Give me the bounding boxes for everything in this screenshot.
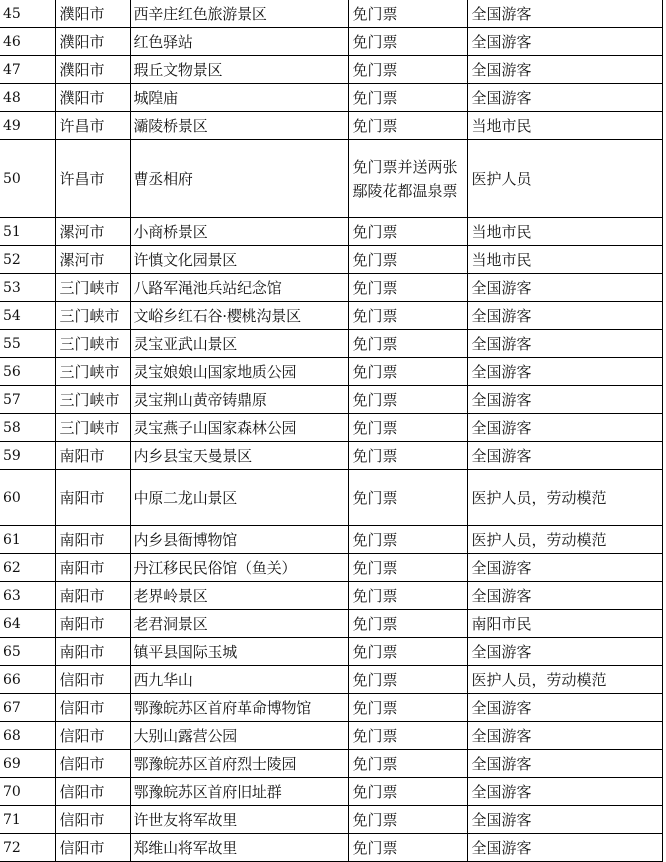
cell-scenic-spot: 小商桥景区 (130, 218, 348, 246)
cell-number: 58 (0, 414, 55, 442)
cell-audience: 全国游客 (467, 302, 662, 330)
cell-city: 三门峡市 (55, 330, 130, 358)
cell-number: 65 (0, 638, 55, 666)
cell-city: 南阳市 (55, 610, 130, 638)
cell-audience: 全国游客 (467, 358, 662, 386)
cell-ticket-policy: 免门票 (348, 470, 467, 526)
cell-city: 南阳市 (55, 638, 130, 666)
cell-number: 54 (0, 302, 55, 330)
table-row (0, 414, 662, 442)
cell-audience: 全国游客 (467, 694, 662, 722)
cell-audience: 医护人员，劳动模范 (467, 470, 662, 526)
table-row (0, 582, 662, 610)
cell-ticket-policy: 免门票 (348, 750, 467, 778)
table-row (0, 386, 662, 414)
cell-city: 许昌市 (55, 112, 130, 140)
cell-ticket-policy: 免门票 (348, 554, 467, 582)
cell-ticket-policy: 免门票 (348, 806, 467, 834)
cell-city: 南阳市 (55, 526, 130, 554)
cell-number: 57 (0, 386, 55, 414)
cell-scenic-spot: 郑维山将军故里 (130, 834, 348, 862)
table-row (0, 666, 662, 694)
cell-city: 濮阳市 (55, 28, 130, 56)
cell-number: 45 (0, 0, 55, 28)
cell-audience: 当地市民 (467, 112, 662, 140)
cell-city: 濮阳市 (55, 56, 130, 84)
cell-city: 信阳市 (55, 722, 130, 750)
cell-ticket-policy: 免门票并送两张鄢陵花都温泉票 (348, 140, 467, 218)
cell-number: 59 (0, 442, 55, 470)
cell-scenic-spot: 许世友将军故里 (130, 806, 348, 834)
cell-audience: 全国游客 (467, 442, 662, 470)
cell-city: 濮阳市 (55, 0, 130, 28)
cell-scenic-spot: 内乡县衙博物馆 (130, 526, 348, 554)
cell-ticket-policy: 免门票 (348, 638, 467, 666)
cell-number: 68 (0, 722, 55, 750)
cell-number: 49 (0, 112, 55, 140)
cell-number: 66 (0, 666, 55, 694)
cell-scenic-spot: 瑕丘文物景区 (130, 56, 348, 84)
cell-number: 67 (0, 694, 55, 722)
cell-audience: 全国游客 (467, 330, 662, 358)
cell-number: 71 (0, 806, 55, 834)
cell-city: 三门峡市 (55, 414, 130, 442)
cell-ticket-policy: 免门票 (348, 246, 467, 274)
cell-city: 南阳市 (55, 554, 130, 582)
cell-scenic-spot: 西九华山 (130, 666, 348, 694)
cell-audience: 医护人员，劳动模范 (467, 666, 662, 694)
table-row (0, 84, 662, 112)
cell-number: 56 (0, 358, 55, 386)
cell-number: 55 (0, 330, 55, 358)
cell-audience: 全国游客 (467, 806, 662, 834)
table-row (0, 694, 662, 722)
cell-scenic-spot: 镇平县国际玉城 (130, 638, 348, 666)
cell-audience: 南阳市民 (467, 610, 662, 638)
cell-scenic-spot: 红色驿站 (130, 28, 348, 56)
cell-audience: 全国游客 (467, 778, 662, 806)
cell-audience: 全国游客 (467, 638, 662, 666)
cell-ticket-policy: 免门票 (348, 834, 467, 862)
cell-number: 46 (0, 28, 55, 56)
table-row (0, 56, 662, 84)
cell-audience: 全国游客 (467, 274, 662, 302)
table-row (0, 0, 662, 28)
table-row (0, 330, 662, 358)
cell-city: 许昌市 (55, 140, 130, 218)
cell-audience: 全国游客 (467, 722, 662, 750)
cell-ticket-policy: 免门票 (348, 0, 467, 28)
cell-ticket-policy: 免门票 (348, 722, 467, 750)
cell-scenic-spot: 灵宝荆山黄帝铸鼎原 (130, 386, 348, 414)
table-row (0, 834, 662, 862)
cell-city: 三门峡市 (55, 358, 130, 386)
cell-number: 64 (0, 610, 55, 638)
cell-audience: 当地市民 (467, 246, 662, 274)
cell-number: 50 (0, 140, 55, 218)
cell-number: 53 (0, 274, 55, 302)
cell-ticket-policy: 免门票 (348, 610, 467, 638)
cell-number: 63 (0, 582, 55, 610)
cell-number: 69 (0, 750, 55, 778)
cell-city: 信阳市 (55, 694, 130, 722)
cell-number: 70 (0, 778, 55, 806)
cell-scenic-spot: 内乡县宝天曼景区 (130, 442, 348, 470)
cell-audience: 全国游客 (467, 414, 662, 442)
table-row (0, 470, 662, 526)
cell-scenic-spot: 老君洞景区 (130, 610, 348, 638)
cell-city: 南阳市 (55, 442, 130, 470)
cell-scenic-spot: 城隍庙 (130, 84, 348, 112)
cell-city: 三门峡市 (55, 274, 130, 302)
cell-city: 信阳市 (55, 834, 130, 862)
cell-audience: 全国游客 (467, 28, 662, 56)
cell-city: 南阳市 (55, 582, 130, 610)
cell-city: 信阳市 (55, 750, 130, 778)
cell-city: 信阳市 (55, 806, 130, 834)
cell-scenic-spot: 文峪乡红石谷·樱桃沟景区 (130, 302, 348, 330)
cell-number: 47 (0, 56, 55, 84)
cell-scenic-spot: 大别山露营公园 (130, 722, 348, 750)
cell-number: 48 (0, 84, 55, 112)
cell-number: 72 (0, 834, 55, 862)
cell-city: 濮阳市 (55, 84, 130, 112)
cell-scenic-spot: 鄂豫皖苏区首府革命博物馆 (130, 694, 348, 722)
cell-city: 漯河市 (55, 218, 130, 246)
cell-audience: 医护人员 (467, 140, 662, 218)
cell-city: 三门峡市 (55, 386, 130, 414)
cell-audience: 医护人员，劳动模范 (467, 526, 662, 554)
cell-scenic-spot: 灵宝燕子山国家森林公园 (130, 414, 348, 442)
table-row (0, 638, 662, 666)
table-row (0, 358, 662, 386)
cell-ticket-policy: 免门票 (348, 330, 467, 358)
cell-ticket-policy: 免门票 (348, 28, 467, 56)
table-row (0, 778, 662, 806)
cell-scenic-spot: 曹丞相府 (130, 140, 348, 218)
cell-scenic-spot: 西辛庄红色旅游景区 (130, 0, 348, 28)
cell-scenic-spot: 中原二龙山景区 (130, 470, 348, 526)
cell-number: 61 (0, 526, 55, 554)
cell-city: 三门峡市 (55, 302, 130, 330)
cell-audience: 全国游客 (467, 834, 662, 862)
cell-scenic-spot: 灵宝娘娘山国家地质公园 (130, 358, 348, 386)
cell-scenic-spot: 许慎文化园景区 (130, 246, 348, 274)
cell-city: 南阳市 (55, 470, 130, 526)
cell-scenic-spot: 灞陵桥景区 (130, 112, 348, 140)
cell-audience: 全国游客 (467, 84, 662, 112)
table-row (0, 140, 662, 218)
table-row (0, 750, 662, 778)
table-row (0, 218, 662, 246)
table-row (0, 610, 662, 638)
cell-ticket-policy: 免门票 (348, 218, 467, 246)
cell-scenic-spot: 老界岭景区 (130, 582, 348, 610)
cell-scenic-spot: 鄂豫皖苏区首府烈士陵园 (130, 750, 348, 778)
table-row (0, 526, 662, 554)
cell-ticket-policy: 免门票 (348, 112, 467, 140)
cell-ticket-policy: 免门票 (348, 526, 467, 554)
cell-scenic-spot: 八路军渑池兵站纪念馆 (130, 274, 348, 302)
cell-ticket-policy: 免门票 (348, 694, 467, 722)
table-row (0, 246, 662, 274)
cell-scenic-spot: 鄂豫皖苏区首府旧址群 (130, 778, 348, 806)
cell-city: 信阳市 (55, 666, 130, 694)
cell-number: 51 (0, 218, 55, 246)
cell-ticket-policy: 免门票 (348, 778, 467, 806)
cell-audience: 当地市民 (467, 218, 662, 246)
cell-audience: 全国游客 (467, 554, 662, 582)
cell-city: 漯河市 (55, 246, 130, 274)
cell-audience: 全国游客 (467, 0, 662, 28)
cell-ticket-policy: 免门票 (348, 414, 467, 442)
cell-scenic-spot: 丹江移民民俗馆（鱼关） (130, 554, 348, 582)
cell-ticket-policy: 免门票 (348, 358, 467, 386)
table-row (0, 806, 662, 834)
cell-audience: 全国游客 (467, 750, 662, 778)
cell-audience: 全国游客 (467, 56, 662, 84)
table-row (0, 28, 662, 56)
cell-audience: 全国游客 (467, 386, 662, 414)
cell-number: 62 (0, 554, 55, 582)
cell-audience: 全国游客 (467, 582, 662, 610)
cell-ticket-policy: 免门票 (348, 386, 467, 414)
table-row (0, 722, 662, 750)
table-row (0, 554, 662, 582)
cell-ticket-policy: 免门票 (348, 582, 467, 610)
cell-ticket-policy: 免门票 (348, 274, 467, 302)
cell-number: 60 (0, 470, 55, 526)
cell-ticket-policy: 免门票 (348, 666, 467, 694)
cell-city: 信阳市 (55, 778, 130, 806)
table-row (0, 442, 662, 470)
cell-ticket-policy: 免门票 (348, 84, 467, 112)
table-row (0, 302, 662, 330)
cell-number: 52 (0, 246, 55, 274)
cell-scenic-spot: 灵宝亚武山景区 (130, 330, 348, 358)
table-row (0, 274, 662, 302)
cell-ticket-policy: 免门票 (348, 442, 467, 470)
cell-ticket-policy: 免门票 (348, 56, 467, 84)
table-row (0, 112, 662, 140)
cell-ticket-policy: 免门票 (348, 302, 467, 330)
